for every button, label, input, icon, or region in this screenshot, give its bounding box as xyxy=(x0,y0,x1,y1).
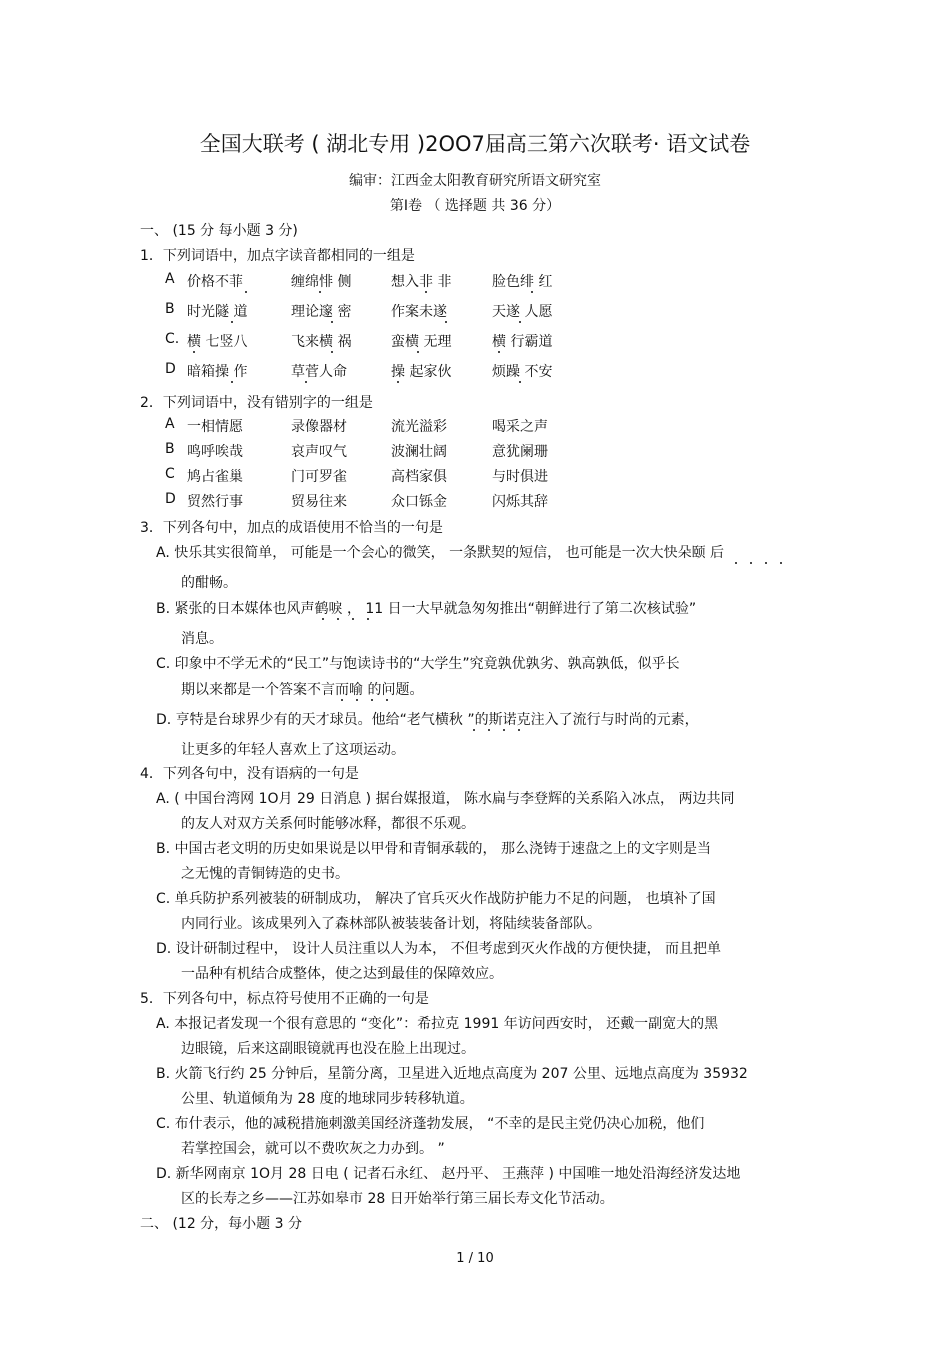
option-word: 鸠占雀巢 xyxy=(187,469,243,485)
emphasis-dot xyxy=(341,699,343,701)
option-word: 横 行霸道 xyxy=(492,334,553,350)
option-word: 作案未遂 xyxy=(391,304,447,320)
q3-option-a-line2: 的酣畅。 xyxy=(181,575,237,591)
emphasis-dot xyxy=(371,699,373,701)
emphasis-dot xyxy=(331,351,333,353)
section-1-heading: 一、 (15 分 每小题 3 分) xyxy=(140,223,298,239)
option-label: C xyxy=(165,466,175,482)
emphasis-dot xyxy=(337,618,339,620)
option-word: 门可罗雀 xyxy=(291,469,347,485)
option-label: D xyxy=(165,491,176,507)
option-word: 喝采之声 xyxy=(492,419,548,435)
emphasis-dot xyxy=(397,381,399,383)
q4-option-b-line1: B. 中国古老文明的历史如果说是以甲骨和青铜承载的， 那么浇铸于速盘之上的文字则是当 xyxy=(156,841,711,857)
question-3-stem: 3．下列各句中，加点的成语使用不恰当的一句是 xyxy=(140,520,443,536)
emphasis-dot xyxy=(473,729,475,731)
question-5-stem: 5．下列各句中，标点符号使用不正确的一句是 xyxy=(140,991,429,1007)
page-title: 全国大联考 ( 湖北专用 )2OO7届高三第六次联考· 语文试卷 xyxy=(199,132,751,156)
emphasis-dot xyxy=(367,618,369,620)
option-word: 鸣呼唉哉 xyxy=(187,444,243,460)
q3-option-c-line2: 期以来都是一个答案不言而喻 的问题。 xyxy=(181,682,424,698)
emphasis-dot xyxy=(331,321,333,323)
emphasis-dot xyxy=(519,381,521,383)
q4-option-c-line2: 内同行业。该成果列入了森林部队被装装备计划，将陆续装备部队。 xyxy=(181,916,601,932)
q4-option-d-line2: 一品种有机结合成整体，使之达到最佳的保障效应。 xyxy=(181,966,503,982)
emphasis-dot xyxy=(193,351,195,353)
emphasis-dot xyxy=(386,699,388,701)
question-1-stem: 1．下列词语中，加点字读音都相同的一组是 xyxy=(140,248,415,264)
page-number: 1 / 10 xyxy=(456,1251,494,1266)
emphasis-dot xyxy=(231,321,233,323)
option-word: 众口铄金 xyxy=(391,494,447,510)
emphasis-dot xyxy=(231,381,233,383)
q3-option-c-line1: C. 印象中不学无术的“民工”与饱读诗书的“大学生”究竟孰优孰劣、孰高孰低，似乎长 xyxy=(156,656,680,672)
q4-option-a-line1: A. ( 中国台湾网 1O月 29 日消息 ) 据台媒报道， 陈水扁与李登辉的关系陷入冰点， 两边共同 xyxy=(156,791,735,807)
q5-option-c-line1: C. 布什表示，他的减税措施刺激美国经济蓬勃发展， “不幸的是民主党仍决心加税，他们 xyxy=(156,1116,705,1132)
q5-option-b-line2: 公里、轨道倾角为 28 度的地球同步转移轨道。 xyxy=(181,1091,474,1107)
q3-option-a-line1: A. 快乐其实很简单， 可能是一个会心的微笑， 一条默契的短信， 也可能是一次大快朵颐 后 xyxy=(156,545,725,561)
option-word: 脸色绯 红 xyxy=(492,274,553,290)
emphasis-dot xyxy=(750,562,752,564)
option-label: A xyxy=(165,416,175,432)
question-4-stem: 4．下列各句中，没有语病的一句是 xyxy=(140,766,359,782)
emphasis-dot xyxy=(780,562,782,564)
q4-option-c-line1: C. 单兵防护系列被装的研制成功， 解决了官兵灭火作战防护能力不足的问题， 也填补了国 xyxy=(156,891,716,907)
emphasis-dot xyxy=(519,321,521,323)
emphasis-dot xyxy=(352,618,354,620)
emphasis-dot xyxy=(245,291,247,293)
q5-option-d-line1: D. 新华网南京 1O月 28 日电 ( 记者石永红、 赵丹平、 王燕萍 ) 中国唯一地处沿海经济发达地 xyxy=(156,1166,741,1182)
option-word: 高档家俱 xyxy=(391,469,447,485)
emphasis-dot xyxy=(765,562,767,564)
option-word: 天遂 人愿 xyxy=(492,304,553,320)
q5-option-b-line1: B. 火箭飞行约 25 分钟后，星箭分离，卫星进入近地点高度为 207 公里、远地点高度为 35932 xyxy=(156,1066,748,1082)
emphasis-dot xyxy=(319,291,321,293)
option-word: 波澜壮阔 xyxy=(391,444,447,460)
option-word: 贸然行事 xyxy=(187,494,243,510)
option-word: 意犹阑珊 xyxy=(492,444,548,460)
q4-option-d-line1: D. 设计研制过程中， 设计人员注重以人为本， 不但考虑到灭火作战的方便快捷， 而且把单 xyxy=(156,941,722,957)
option-label: C. xyxy=(165,331,180,347)
option-word: 暗箱操 作 xyxy=(187,364,248,380)
option-word: 贸易往来 xyxy=(291,494,347,510)
option-label: A xyxy=(165,271,175,287)
emphasis-dot xyxy=(498,351,500,353)
option-label: B xyxy=(165,441,175,457)
option-word: 一相情愿 xyxy=(187,419,243,435)
section-2-heading: 二、 (12 分，每小题 3 分 xyxy=(140,1216,302,1232)
option-word: 草菅人命 xyxy=(291,364,347,380)
emphasis-dot xyxy=(305,381,307,383)
q3-option-d-line2: 让更多的年轻人喜欢上了这项运动。 xyxy=(181,742,405,758)
emphasis-dot xyxy=(425,291,427,293)
q4-option-a-line2: 的友人对双方关系何时能够冰释，都很不乐观。 xyxy=(181,816,475,832)
emphasis-dot xyxy=(518,729,520,731)
option-word: 想入非 非 xyxy=(391,274,452,290)
emphasis-dot xyxy=(488,729,490,731)
option-word: 操 起家伙 xyxy=(391,364,452,380)
option-word: 闪烁其辞 xyxy=(492,494,548,510)
q5-option-a-line2: 边眼镜，后来这副眼镜就再也没在脸上出现过。 xyxy=(181,1041,475,1057)
q3-option-b-line1: B. 紧张的日本媒体也风声鹤唳 ， 11 日一大早就急匆匆推出“朝鲜进行了第二次核试验” xyxy=(156,601,697,617)
q3-option-b-line2: 消息。 xyxy=(181,631,223,647)
volume-heading: 第Ⅰ卷 （ 选择题 共 36 分） xyxy=(389,198,561,214)
option-word: 与时俱进 xyxy=(492,469,548,485)
option-label: B xyxy=(165,301,175,317)
q5-option-c-line2: 若掌控国会，就可以不费吹灰之力办到。 ” xyxy=(181,1141,445,1157)
q5-option-a-line1: A. 本报记者发现一个很有意思的 “变化”：希拉克 1991 年访问西安时， 还戴一副宽大的黑 xyxy=(156,1016,719,1032)
option-word: 价格不菲 xyxy=(187,274,243,290)
option-word: 录像器材 xyxy=(291,419,347,435)
option-word: 流光溢彩 xyxy=(391,419,447,435)
option-word: 理论邃 密 xyxy=(291,304,352,320)
emphasis-dot xyxy=(356,699,358,701)
emphasis-dot xyxy=(322,618,324,620)
option-word: 缠绵悱 侧 xyxy=(291,274,352,290)
option-word: 烦躁 不安 xyxy=(492,364,553,380)
question-2-stem: 2．下列词语中，没有错别字的一组是 xyxy=(140,395,373,411)
option-label: D xyxy=(165,361,176,377)
emphasis-dot xyxy=(735,562,737,564)
option-word: 时光隧 道 xyxy=(187,304,248,320)
option-word: 蛮横 无理 xyxy=(391,334,452,350)
emphasis-dot xyxy=(417,351,419,353)
emphasis-dot xyxy=(445,321,447,323)
q5-option-d-line2: 区的长寿之乡——江苏如皋市 28 日开始举行第三届长寿文化节活动。 xyxy=(181,1191,614,1207)
q4-option-b-line2: 之无愧的青铜铸造的史书。 xyxy=(181,866,349,882)
editor-line: 编审：江西金太阳教育研究所语文研究室 xyxy=(349,173,601,189)
option-word: 横 七竖八 xyxy=(187,334,248,350)
emphasis-dot xyxy=(531,291,533,293)
emphasis-dot xyxy=(503,729,505,731)
option-word: 飞来横 祸 xyxy=(291,334,352,350)
q3-option-d-line1: D. 亨特是台球界少有的天才球员。他给“老气横秋 ”的斯诺克注入了流行与时尚的元素， xyxy=(156,712,699,728)
option-word: 哀声叹气 xyxy=(291,444,347,460)
